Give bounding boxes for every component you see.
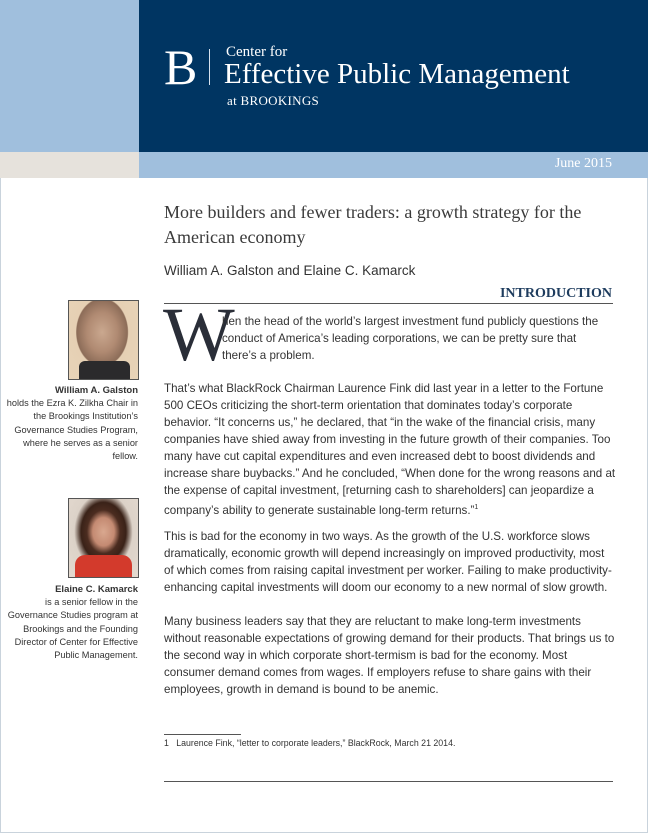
bottom-rule — [164, 781, 613, 782]
publication-date: June 2015 — [554, 156, 612, 171]
author-bio-text: holds the Ezra K. Zilkha Chair in the Brookings Institution’s Governance Studies Program, where he serves as a senior fellow. — [6, 398, 138, 462]
drop-cap: W — [163, 293, 235, 377]
footnote-ref[interactable]: 1 — [474, 504, 479, 511]
author-photo-galston — [68, 300, 139, 380]
logo-center-for: Center for — [226, 44, 288, 60]
lead-paragraph: hen the head of the world’s largest investment fund publicly questions the conduct of America’s leading corporations, we can be pretty sure that there’s a problem. — [222, 315, 599, 362]
article-title: More builders and fewer traders: a growth strategy for the American economy — [164, 202, 582, 247]
footnote: 1 Laurence Fink, “letter to corporate leaders,” BlackRock, March 21 2014. — [164, 738, 456, 748]
author-bio-kamarck — [0, 583, 138, 662]
body-paragraph: This is bad for the economy in two ways. As the growth of the U.S. workforce slows dramatically, economic growth will depend increasingly on improved productivity, most of which comes from raising capital investment per worker. Failing to make productivity-enhancing capital investments will doom our economy to a new normal of slow growth. — [164, 530, 612, 594]
footnote-rule — [164, 734, 241, 735]
header-strip-left — [0, 152, 139, 178]
author-name: William A. Galston — [55, 385, 138, 396]
author-photo-kamarck — [68, 498, 139, 578]
logo-center-name: Effective Public Management — [224, 58, 570, 90]
article-authors: William A. Galston and Elaine C. Kamarck — [164, 263, 416, 278]
section-heading: INTRODUCTION — [499, 286, 612, 301]
logo-at-brookings: at BROOKINGS — [227, 93, 320, 108]
brookings-logo-letter: B — [164, 39, 198, 95]
body-paragraph: That’s what BlackRock Chairman Laurence Fink did last year in a letter to the Fortune 500 CEOs criticizing the short-term orientation that dominates today’s corporate behavior. “It concerns us,” he declared, that “in the wake of the financial crisis, many companies have shied away from investing in the future growth of their companies. Too many have cut capital expenditures and even increased debt to boost dividends and increase share buybacks.” And he concluded, “When done for the wrong reasons and at the expense of capital investment, [returning cash to shareholders] can jeopardize a company’s ability to generate sustainable long-term returns.”$^1$ — [164, 382, 616, 517]
author-name: Elaine C. Kamarck — [55, 584, 138, 595]
body-paragraph: Many business leaders say that they are reluctant to make long-term investments without reasonable expectations of growing demand for their products. That brings us to the second way in which corporate short-termism is bad for the economy. Most consumer demand comes from wages. If employers refuse to share gains with their employees, growth in demand is bound to be anemic. — [164, 615, 615, 696]
author-bio-galston — [0, 384, 138, 463]
logo-divider — [209, 49, 210, 85]
header-left-block — [0, 0, 139, 152]
author-bio-text: is a senior fellow in the Governance Studies program at Brookings and the Founding Director of Center for Effective Public Management. — [7, 597, 138, 661]
